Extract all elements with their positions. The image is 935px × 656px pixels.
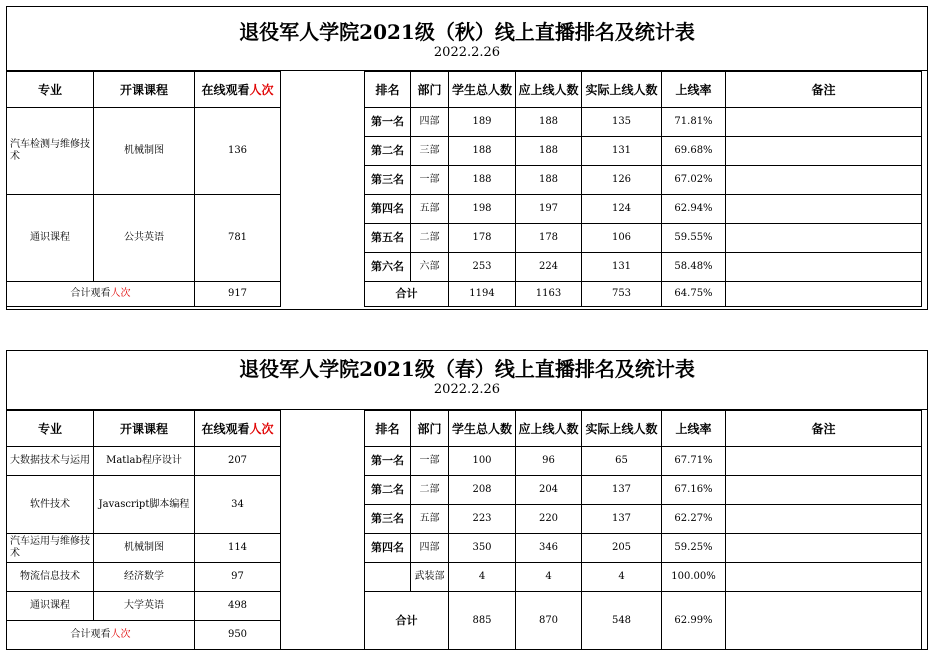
total-views: 917 (195, 282, 281, 307)
note-cell (726, 195, 922, 224)
note-cell (726, 253, 922, 282)
table-row (365, 108, 922, 137)
rate-cell: 67.71% (662, 447, 726, 476)
total-cell: 100 (449, 447, 516, 476)
course-cell: 公共英语 (94, 195, 195, 282)
total-label: 合计 (365, 592, 449, 650)
rank-cell: 第五名 (365, 224, 411, 253)
spring-report (6, 350, 928, 650)
expected-cell: 188 (516, 166, 582, 195)
actual-cell: 126 (582, 166, 662, 195)
note-cell (726, 476, 922, 505)
rank-cell: 第三名 (365, 166, 411, 195)
col-rank: 排名 (365, 411, 411, 447)
dept-cell: 一部 (411, 447, 449, 476)
expected-cell: 96 (516, 447, 582, 476)
major-cell: 物流信息技术 (7, 563, 94, 592)
total-students: 1194 (449, 282, 516, 307)
views-cell: 781 (195, 195, 281, 282)
table-row (365, 505, 922, 534)
rank-cell: 第三名 (365, 505, 411, 534)
col-views (195, 72, 281, 108)
report-title: 退役军人学院2021级（秋）线上直播排名及统计表 (239, 20, 695, 44)
actual-cell: 137 (582, 505, 662, 534)
table-header-row (365, 411, 922, 447)
total-cell: 178 (449, 224, 516, 253)
note-cell (726, 137, 922, 166)
col-total: 学生总人数 (449, 411, 516, 447)
actual-cell: 65 (582, 447, 662, 476)
total-cell: 223 (449, 505, 516, 534)
total-actual: 753 (582, 282, 662, 307)
rank-cell: 第一名 (365, 447, 411, 476)
expected-cell: 188 (516, 137, 582, 166)
course-views-table (6, 71, 281, 307)
major-cell: 软件技术 (7, 476, 94, 534)
table-row (7, 195, 281, 282)
major-cell: 通识课程 (7, 592, 94, 621)
col-dept: 部门 (411, 411, 449, 447)
total-cell: 4 (449, 563, 516, 592)
views-cell: 207 (195, 447, 281, 476)
dept-cell: 四部 (411, 534, 449, 563)
actual-cell: 124 (582, 195, 662, 224)
col-actual: 实际上线人数 (582, 72, 662, 108)
total-cell: 188 (449, 166, 516, 195)
total-cell: 253 (449, 253, 516, 282)
dept-cell: 六部 (411, 253, 449, 282)
total-row (365, 592, 922, 650)
course-cell: 机械制图 (94, 534, 195, 563)
total-label-text: 合计观看 (70, 629, 111, 640)
views-label: 在线观看 (201, 421, 250, 436)
course-cell: 经济数学 (94, 563, 195, 592)
table-row (7, 476, 281, 534)
table-row (365, 534, 922, 563)
rate-cell: 59.25% (662, 534, 726, 563)
note-cell (726, 592, 922, 650)
report-title: 退役军人学院2021级（春）线上直播排名及统计表 (239, 357, 695, 381)
expected-cell: 224 (516, 253, 582, 282)
total-label-text: 合计观看 (70, 288, 111, 299)
rate-cell: 62.94% (662, 195, 726, 224)
rate-cell: 67.16% (662, 476, 726, 505)
table-row (365, 253, 922, 282)
rate-cell: 69.68% (662, 137, 726, 166)
views-label: 在线观看 (201, 82, 250, 97)
total-actual: 548 (582, 592, 662, 650)
rate-cell: 71.81% (662, 108, 726, 137)
col-rate: 上线率 (662, 72, 726, 108)
report-date: 2022.2.26 (433, 45, 501, 60)
total-row (7, 282, 281, 307)
autumn-report (6, 6, 928, 310)
note-cell (726, 563, 922, 592)
total-expected: 870 (516, 592, 582, 650)
col-actual: 实际上线人数 (582, 411, 662, 447)
total-label (7, 621, 195, 650)
actual-cell: 4 (582, 563, 662, 592)
total-label (7, 282, 195, 307)
note-cell (726, 224, 922, 253)
expected-cell: 197 (516, 195, 582, 224)
major-cell: 大数据技术与运用 (7, 447, 94, 476)
report-date: 2022.2.26 (433, 382, 501, 397)
dept-cell: 三部 (411, 137, 449, 166)
rank-cell: 第二名 (365, 476, 411, 505)
col-note: 备注 (726, 72, 922, 108)
col-note: 备注 (726, 411, 922, 447)
views-cell: 97 (195, 563, 281, 592)
rate-cell: 67.02% (662, 166, 726, 195)
total-cell: 189 (449, 108, 516, 137)
total-views: 950 (195, 621, 281, 650)
major-cell: 汽车检测与维修技术 (7, 108, 94, 195)
rank-cell (365, 563, 411, 592)
table-row (365, 166, 922, 195)
rank-cell: 第一名 (365, 108, 411, 137)
total-label-unit: 人次 (110, 288, 131, 299)
table-row (7, 592, 281, 621)
views-cell: 498 (195, 592, 281, 621)
dept-cell: 武装部 (411, 563, 449, 592)
dept-cell: 二部 (411, 224, 449, 253)
table-row (365, 195, 922, 224)
ranking-table (364, 71, 922, 307)
total-cell: 208 (449, 476, 516, 505)
note-cell (726, 505, 922, 534)
table-row (365, 563, 922, 592)
col-expected: 应上线人数 (516, 411, 582, 447)
table-header-row (7, 411, 281, 447)
total-cell: 350 (449, 534, 516, 563)
total-students: 885 (449, 592, 516, 650)
views-cell: 34 (195, 476, 281, 534)
rate-cell: 59.55% (662, 224, 726, 253)
total-expected: 1163 (516, 282, 582, 307)
rank-cell: 第六名 (365, 253, 411, 282)
dept-cell: 五部 (411, 505, 449, 534)
col-major: 专业 (7, 72, 94, 108)
expected-cell: 188 (516, 108, 582, 137)
table-row (365, 137, 922, 166)
major-cell: 通识课程 (7, 195, 94, 282)
rate-cell: 58.48% (662, 253, 726, 282)
note-cell (726, 166, 922, 195)
col-rank: 排名 (365, 72, 411, 108)
course-cell: 大学英语 (94, 592, 195, 621)
table-row (7, 534, 281, 563)
total-cell: 188 (449, 137, 516, 166)
actual-cell: 106 (582, 224, 662, 253)
table-header-row (365, 72, 922, 108)
col-major: 专业 (7, 411, 94, 447)
total-rate: 62.99% (662, 592, 726, 650)
table-row (365, 224, 922, 253)
course-cell: Matlab程序设计 (94, 447, 195, 476)
total-row (365, 282, 922, 307)
col-course: 开课课程 (94, 72, 195, 108)
total-label-unit: 人次 (110, 629, 131, 640)
col-dept: 部门 (411, 72, 449, 108)
ranking-table (364, 410, 922, 650)
views-cell: 136 (195, 108, 281, 195)
note-cell (726, 447, 922, 476)
col-expected: 应上线人数 (516, 72, 582, 108)
major-cell: 汽车运用与维修技术 (7, 534, 94, 563)
actual-cell: 135 (582, 108, 662, 137)
actual-cell: 205 (582, 534, 662, 563)
col-views (195, 411, 281, 447)
table-row (7, 108, 281, 195)
expected-cell: 178 (516, 224, 582, 253)
note-cell (726, 282, 922, 307)
course-cell: 机械制图 (94, 108, 195, 195)
actual-cell: 131 (582, 137, 662, 166)
table-row (365, 447, 922, 476)
table-header-row (7, 72, 281, 108)
expected-cell: 204 (516, 476, 582, 505)
rank-cell: 第二名 (365, 137, 411, 166)
views-unit: 人次 (249, 82, 274, 97)
course-cell: Javascript脚本编程 (94, 476, 195, 534)
col-rate: 上线率 (662, 411, 726, 447)
views-unit: 人次 (249, 421, 274, 436)
rate-cell: 62.27% (662, 505, 726, 534)
note-cell (726, 108, 922, 137)
actual-cell: 131 (582, 253, 662, 282)
total-rate: 64.75% (662, 282, 726, 307)
table-row (365, 476, 922, 505)
rate-cell: 100.00% (662, 563, 726, 592)
dept-cell: 五部 (411, 195, 449, 224)
col-total: 学生总人数 (449, 72, 516, 108)
dept-cell: 四部 (411, 108, 449, 137)
table-row (7, 563, 281, 592)
dept-cell: 一部 (411, 166, 449, 195)
total-label: 合计 (365, 282, 449, 307)
dept-cell: 二部 (411, 476, 449, 505)
spring-title-block (7, 351, 927, 410)
actual-cell: 137 (582, 476, 662, 505)
total-cell: 198 (449, 195, 516, 224)
expected-cell: 220 (516, 505, 582, 534)
expected-cell: 4 (516, 563, 582, 592)
views-cell: 114 (195, 534, 281, 563)
table-row (7, 447, 281, 476)
note-cell (726, 534, 922, 563)
course-views-table (6, 410, 281, 650)
expected-cell: 346 (516, 534, 582, 563)
autumn-title-block (7, 7, 927, 71)
total-row (7, 621, 281, 650)
rank-cell: 第四名 (365, 195, 411, 224)
col-course: 开课课程 (94, 411, 195, 447)
rank-cell: 第四名 (365, 534, 411, 563)
